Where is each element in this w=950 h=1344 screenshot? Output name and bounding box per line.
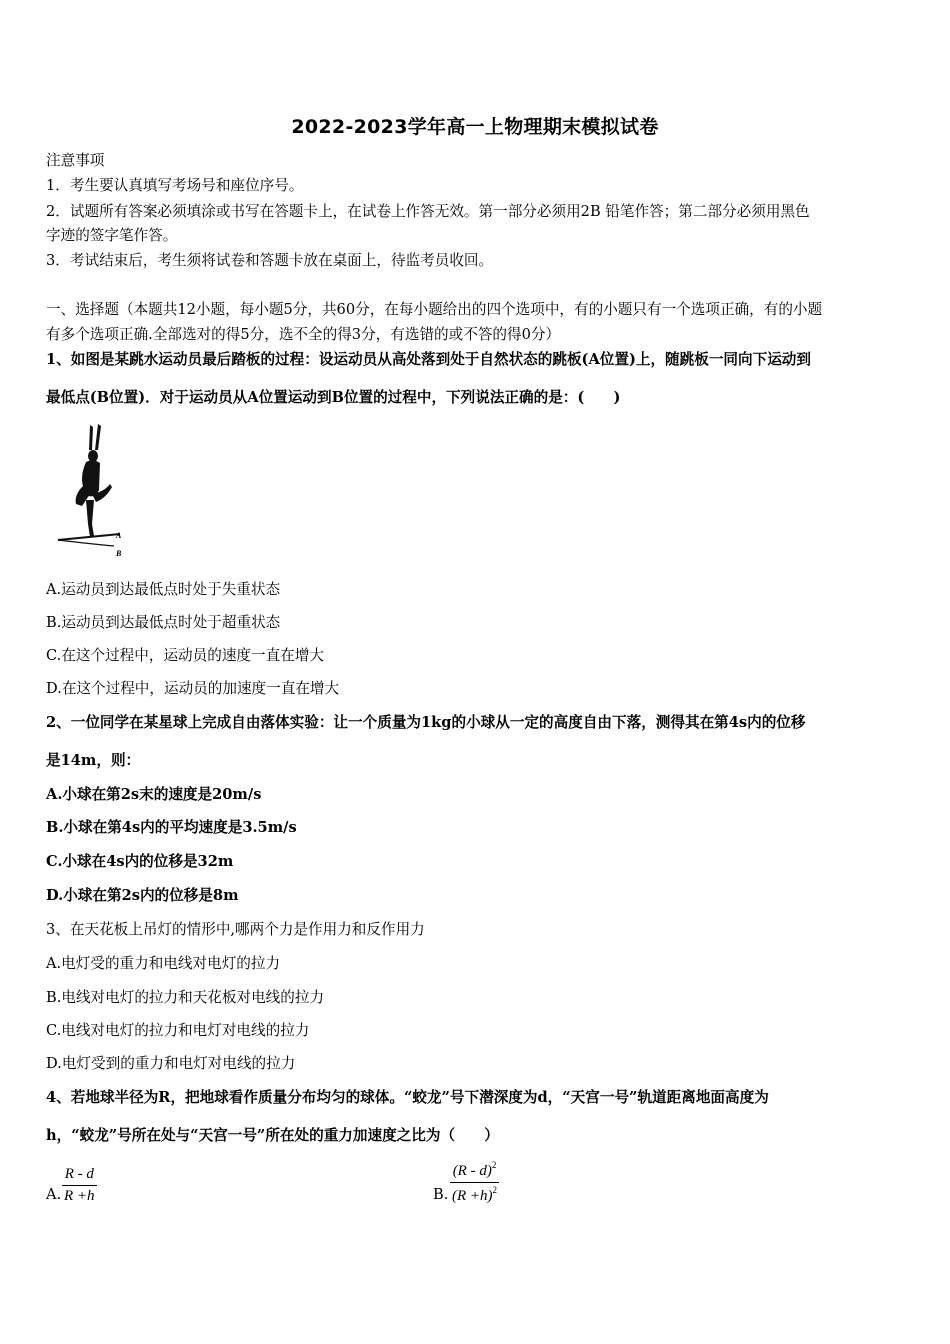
question-3-option: B.电线对电灯的拉力和天花板对电线的拉力 (46, 989, 325, 1006)
question-3-option: D.电灯受到的重力和电灯对电线的拉力 (46, 1055, 296, 1072)
question-4-option-a-fraction (62, 1166, 97, 1205)
notice-item: 2．试题所有答案必须填涂或书写在答题卡上，在试卷上作答无效。第一部分必须用2B 铅笔作答；第二部分必须用黑色 (46, 203, 810, 220)
section-heading-line: 有多个选项正确.全部选对的得5分，选不全的得3分，有选错的或不答的得0分） (46, 326, 561, 343)
question-2-option: D.小球在第2s内的位移是8m (46, 887, 239, 904)
question-1-option: B.运动员到达最低点时处于超重状态 (46, 614, 281, 631)
fraction-denominator (450, 1185, 499, 1205)
denominator-text: (R +h) (452, 1188, 493, 1204)
question-2-stem: 是14m，则： (46, 752, 141, 769)
question-1-option: C.在这个过程中，运动员的速度一直在增大 (46, 647, 324, 664)
notice-item: 字迹的签字笔作答。 (46, 227, 178, 244)
question-3-option: A.电灯受的重力和电线对电灯的拉力 (46, 955, 281, 972)
question-1-stem: 1、如图是某跳水运动员最后踏板的过程：设运动员从高处落到处于自然状态的跳板(A位置)上，随跳板一同向下运动到 (46, 351, 811, 368)
figure-label-a: A (116, 531, 122, 540)
question-4-stem: h，“蛟龙”号所在处与“天宫一号”所在处的重力加速度之比为（ ） (46, 1127, 499, 1144)
figure-label-b: B (116, 549, 122, 558)
page-title: 2022-2023学年高一上物理期末模拟试卷 (291, 116, 659, 138)
fraction-denominator: R +h (64, 1188, 95, 1204)
numerator-exponent: 2 (491, 1160, 497, 1170)
question-2-stem: 2、一位同学在某星球上完成自由落体实验：让一个质量为1kg的小球从一定的高度自由下落，测得其在第4s内的位移 (46, 714, 806, 731)
question-3-stem: 3、在天花板上吊灯的情形中,哪两个力是作用力和反作用力 (46, 921, 425, 938)
question-3-option: C.电线对电灯的拉力和电灯对电线的拉力 (46, 1022, 310, 1039)
section-heading-line: 一、选择题（本题共12小题，每小题5分，共60分，在每小题给出的四个选项中，有的小题只有一个选项正确，有的小题 (46, 301, 823, 318)
numerator-text: (R - d) (452, 1163, 492, 1179)
question-2-option: C.小球在4s内的位移是32m (46, 853, 234, 870)
question-4-option-a-label: A. (46, 1186, 62, 1203)
question-1-stem: 最低点(B位置)．对于运动员从A位置运动到B位置的过程中，下列说法正确的是：( ) (46, 389, 621, 406)
fraction-numerator (450, 1160, 499, 1180)
fraction-bar (62, 1185, 97, 1186)
question-2-option: A.小球在第2s末的速度是20m/s (46, 786, 262, 803)
notice-item: 3．考试结束后，考生须将试卷和答题卡放在桌面上，待监考员收回。 (46, 252, 494, 269)
question-4-option-b-fraction (450, 1160, 499, 1205)
question-1-option: D.在这个过程中，运动员的加速度一直在增大 (46, 680, 340, 697)
notice-heading: 注意事项 (46, 152, 105, 169)
diver-figure (52, 420, 132, 565)
question-1-option: A.运动员到达最低点时处于失重状态 (46, 581, 281, 598)
fraction-numerator: R - d (64, 1166, 94, 1182)
question-2-option: B.小球在第4s内的平均速度是3.5m/s (46, 819, 297, 836)
question-4-option-b-label: B. (433, 1186, 449, 1203)
denominator-exponent: 2 (492, 1185, 498, 1195)
question-4-stem: 4、若地球半径为R，把地球看作质量分布均匀的球体。“蛟龙”号下潜深度为d，“天宫一号”轨道距离地面高度为 (46, 1089, 769, 1106)
notice-item: 1．考生要认真填写考场号和座位序号。 (46, 177, 304, 194)
fraction-bar (450, 1182, 499, 1183)
